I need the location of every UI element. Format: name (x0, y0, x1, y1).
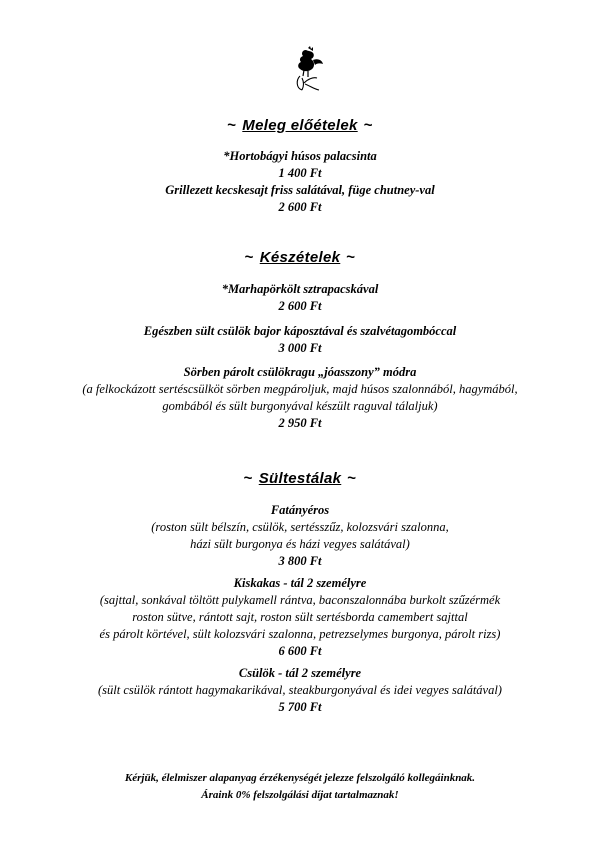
dish-name: Egészben sült csülök bajor káposztával és szalvétagombóccal (143, 324, 457, 338)
menu-item (0, 182, 600, 216)
footer-note (0, 770, 600, 804)
menu-item (0, 364, 600, 432)
menu-item (0, 665, 600, 716)
dish-name: *Hortobágyi húsos palacsinta (223, 149, 377, 163)
section-title-meleg-eloetelek: ~ Meleg előételek ~ (227, 117, 373, 134)
dish-price: 2 600 Ft (278, 299, 322, 313)
dish-price: 2 950 Ft (278, 416, 322, 430)
dish-name: Grillezett kecskesajt friss salátával, füge chutney-val (165, 183, 435, 197)
dish-description: roston sütve, rántott sajt, roston sült sertésborda camembert sajttal (132, 610, 468, 624)
menu-item (0, 502, 600, 570)
dish-description: (a felkockázott sertéscsülköt sörben megpároljuk, majd húsos szalonnából, hagymából, (82, 382, 518, 396)
dish-price: 6 600 Ft (278, 644, 322, 658)
dish-description: házi sült burgonya és házi vegyes salátával) (190, 537, 410, 551)
dish-description: (sült csülök rántott hagymakarikával, steakburgonyával és idei vegyes salátával) (98, 683, 502, 697)
rooster-logo-icon (286, 46, 330, 92)
dish-price: 3 000 Ft (278, 341, 322, 355)
menu-item (0, 148, 600, 182)
dish-name: Csülök - tál 2 személyre (238, 666, 362, 680)
dish-name: Sörben párolt csülökragu „jóasszony” módra (183, 365, 417, 379)
dish-price: 2 600 Ft (278, 200, 322, 214)
dish-description: (sajttal, sonkával töltött pulykamell rántva, baconszalonnába burkolt szűzérmék (99, 593, 501, 607)
menu-item (0, 323, 600, 357)
section-title-sultestalak: ~ Sültestálak ~ (243, 470, 357, 487)
menu-item (0, 281, 600, 315)
dish-price: 1 400 Ft (278, 166, 322, 180)
dish-price: 5 700 Ft (278, 700, 322, 714)
dish-name: *Marhapörkölt sztrapacskával (221, 282, 379, 296)
dish-description: gombából és sült burgonyával készült raguval tálaljuk) (162, 399, 438, 413)
allergen-note: Kérjük, élelmiszer alapanyag érzékenységét jelezze felszolgáló kollegáinknak. (124, 772, 476, 784)
section-title-keszetelek: ~ Készételek ~ (244, 249, 356, 266)
service-fee-note: Áraink 0% felszolgálási díjat tartalmaznak! (201, 789, 399, 801)
dish-description: és párolt körtével, sült kolozsvári szalonna, petrezselymes burgonya, párolt rizs) (99, 627, 501, 641)
menu-item (0, 575, 600, 660)
dish-name: Kiskakas - tál 2 személyre (233, 576, 367, 590)
dish-description: (roston sült bélszín, csülök, sertésszűz, kolozsvári szalonna, (151, 520, 449, 534)
dish-name: Fatányéros (270, 503, 330, 517)
dish-price: 3 800 Ft (278, 554, 322, 568)
